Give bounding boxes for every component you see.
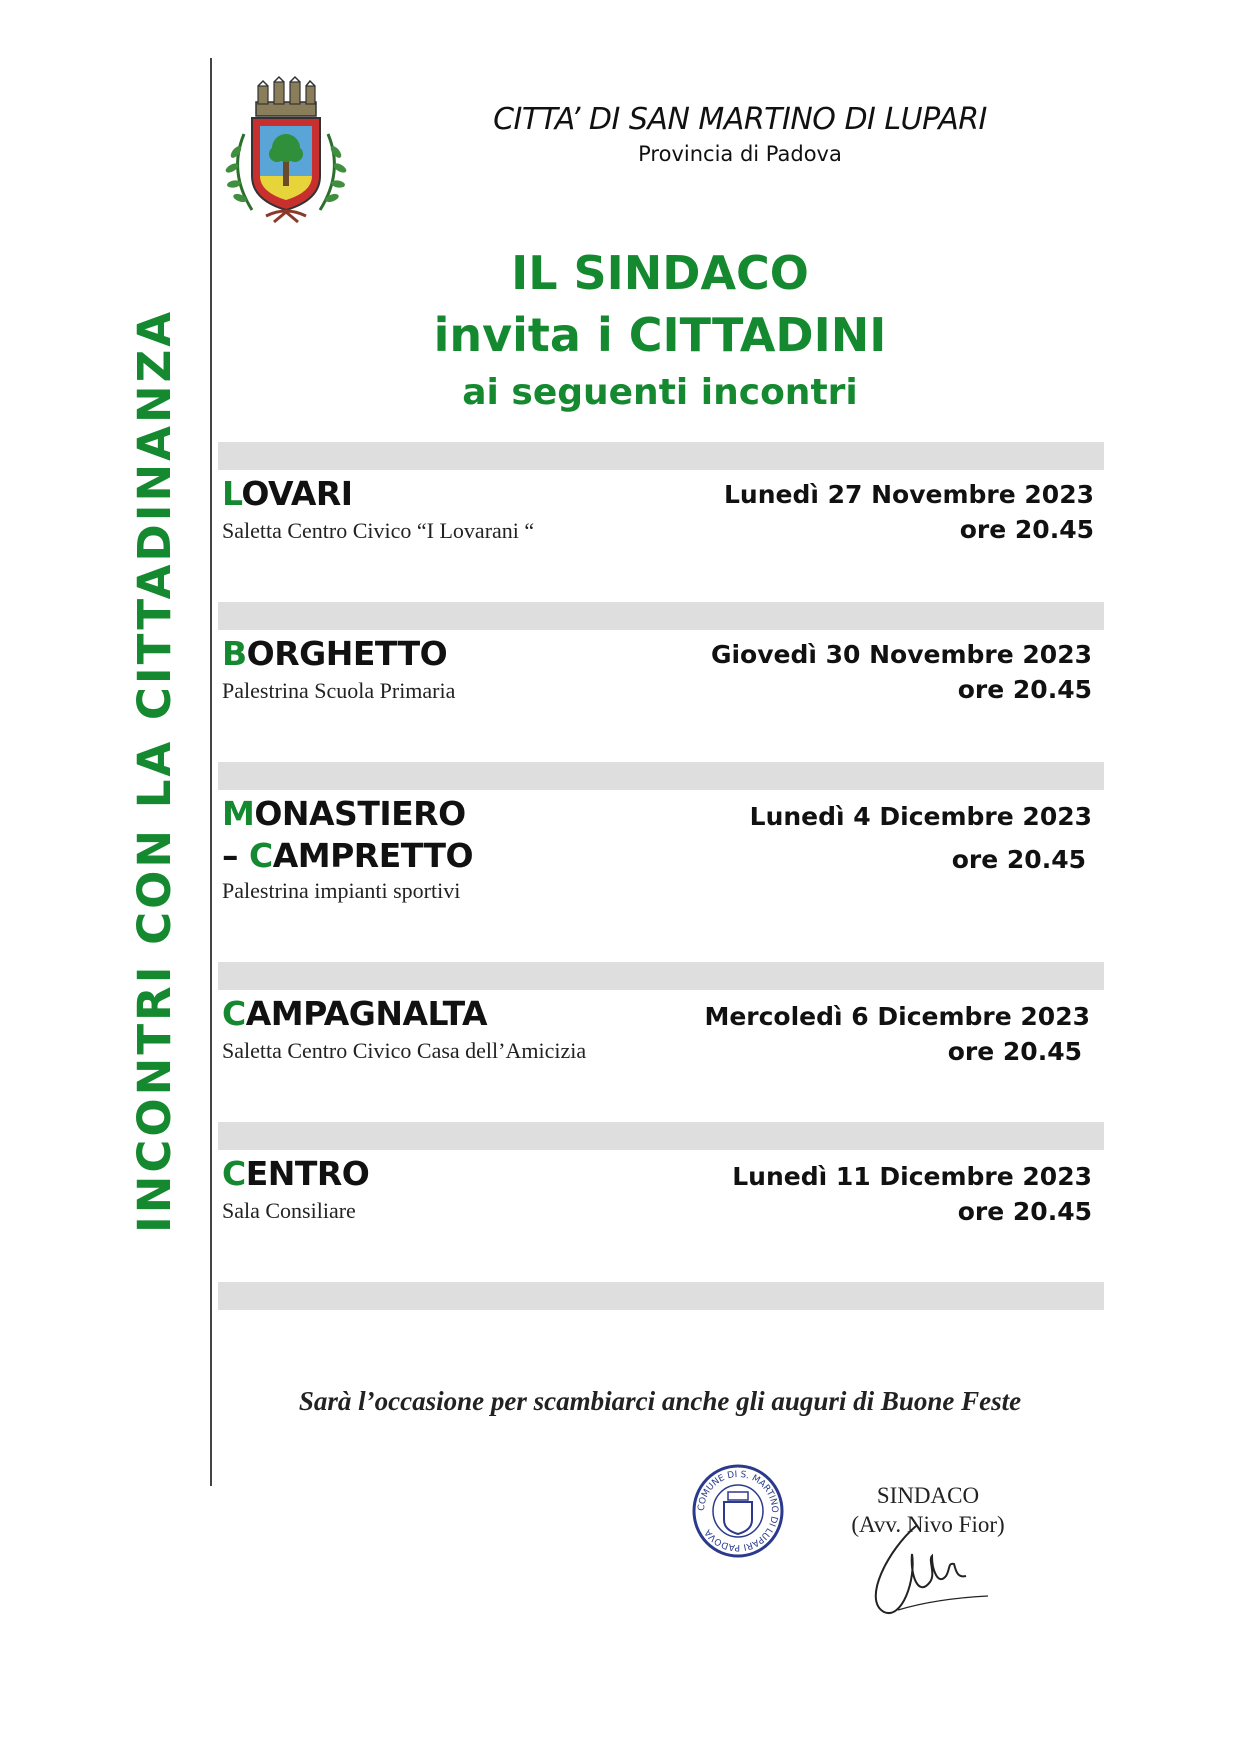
meeting-time: ore 20.45 xyxy=(959,515,1094,544)
separator-band xyxy=(218,962,1104,990)
meeting-venue: Saletta Centro Civico “I Lovarani “ xyxy=(222,518,535,543)
municipal-stamp-icon xyxy=(690,1462,786,1560)
signatory-role: SINDACO xyxy=(876,1483,980,1508)
meeting-venue: Palestrina impianti sportivi xyxy=(222,878,461,903)
province-name: Provincia di Padova xyxy=(638,142,842,166)
separator-band xyxy=(218,1282,1104,1310)
meeting-venue: Sala Consiliare xyxy=(222,1198,356,1223)
signatory-name: (Avv. Nivo Fior) xyxy=(851,1512,1005,1537)
closing-message: Sarà l’occasione per scambiarci anche gli auguri di Buone Feste xyxy=(298,1386,1022,1416)
meeting-place-campagnalta: CAMPAGNALTA xyxy=(222,994,488,1033)
headline-invite: invita i CITTADINI xyxy=(433,308,887,362)
meeting-time: ore 20.45 xyxy=(957,675,1092,704)
meeting-time: ore 20.45 xyxy=(951,845,1086,874)
city-name: CITTA’ DI SAN MARTINO DI LUPARI xyxy=(493,102,987,137)
vertical-divider xyxy=(210,58,212,1486)
meeting-place-monastiero: MONASTIERO xyxy=(222,794,466,833)
meeting-date: Lunedì 11 Dicembre 2023 xyxy=(732,1162,1092,1191)
meeting-time: ore 20.45 xyxy=(957,1197,1092,1226)
meeting-place-centro: CENTRO xyxy=(222,1154,370,1193)
separator-band xyxy=(218,762,1104,790)
vertical-title: INCONTRI CON LA CITTADINANZA xyxy=(128,308,181,1233)
svg-text:COMUNE DI S. MARTINO DI LUPARI: COMUNE DI S. MARTINO DI LUPARI PADOVA xyxy=(696,1469,780,1553)
separator-band xyxy=(218,602,1104,630)
meeting-date: Lunedì 4 Dicembre 2023 xyxy=(749,802,1092,831)
meeting-date: Giovedì 30 Novembre 2023 xyxy=(710,640,1092,669)
municipal-coat-of-arms-icon xyxy=(222,72,350,228)
separator-band xyxy=(218,442,1104,470)
headline-mayor: IL SINDACO xyxy=(511,246,809,300)
meeting-date: Lunedì 27 Novembre 2023 xyxy=(723,480,1094,509)
headline-meetings: ai seguenti incontri xyxy=(462,372,858,413)
handwritten-signature-icon xyxy=(858,1520,998,1620)
meeting-venue: Saletta Centro Civico Casa dell’Amicizia xyxy=(222,1038,587,1063)
meeting-time: ore 20.45 xyxy=(947,1037,1082,1066)
meeting-place-lovari: LOVARI xyxy=(222,474,353,513)
separator-band xyxy=(218,1122,1104,1150)
meeting-place-borghetto: BORGHETTO xyxy=(222,634,448,673)
meeting-place-campretto: – CAMPRETTO xyxy=(222,836,474,875)
meeting-venue: Palestrina Scuola Primaria xyxy=(222,678,456,703)
meeting-date: Mercoledì 6 Dicembre 2023 xyxy=(704,1002,1090,1031)
